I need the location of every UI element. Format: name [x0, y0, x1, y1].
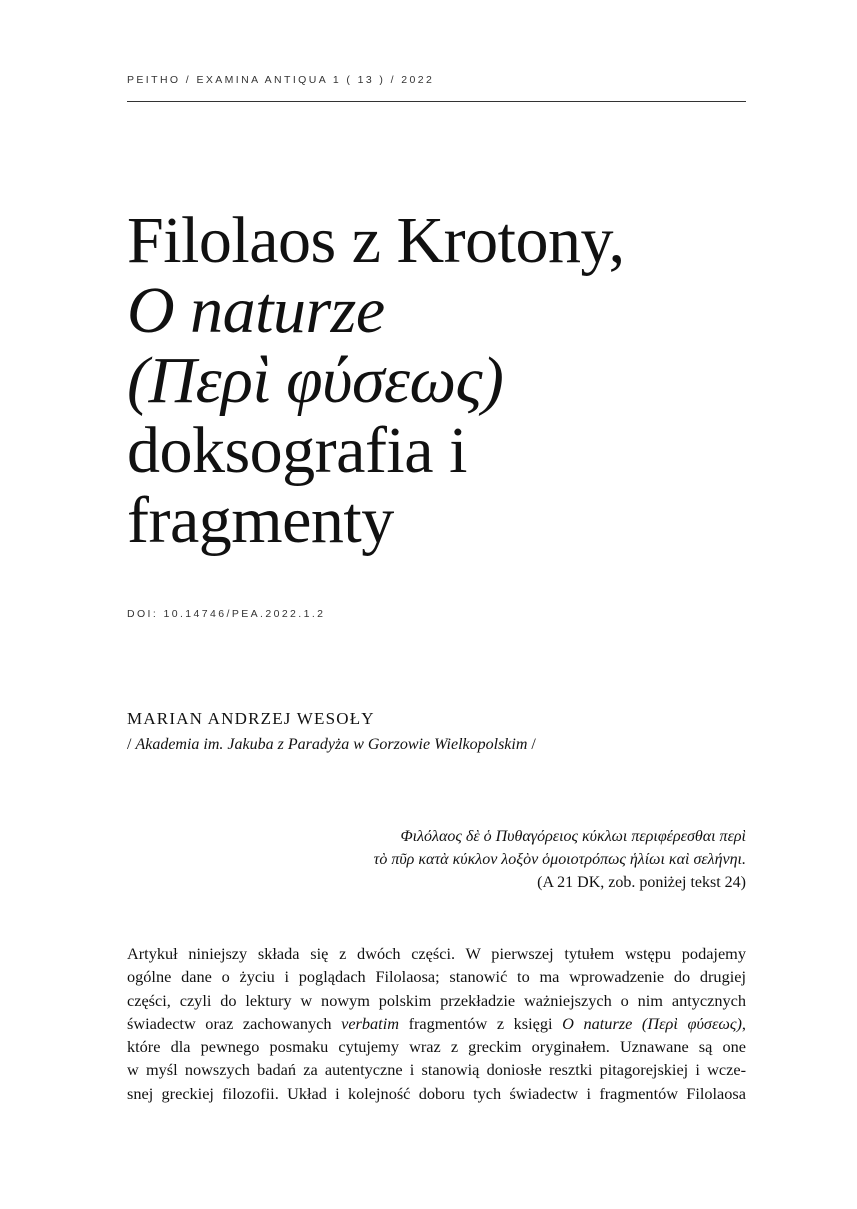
- title-line-5: fragmenty: [127, 484, 394, 557]
- epigraph-line-1: Φιλόλαος δὲ ὁ Πυθαγόρειος κύκλωι περιφέρεσθαι περὶ: [400, 828, 746, 845]
- running-header: PEITHO / EXAMINA ANTIQUA 1 ( 13 ) / 2022: [127, 74, 435, 86]
- abstract-line-5: które dla pewnego posmaku cytujemy wraz z greckim oryginałem. Uznawane są one: [127, 1037, 746, 1057]
- title-line-1: Filolaos z Krotony,: [127, 204, 625, 277]
- doi: DOI: 10.14746/PEA.2022.1.2: [127, 608, 326, 620]
- abstract-paragraph: [127, 942, 746, 1105]
- abstract-line-6: w myśl nowszych badań za autentyczne i stanowią doniosłe resztki pitagorejskiej i wcze-: [127, 1060, 746, 1080]
- abstract-line-4-c: fragmentów z księgi: [398, 1013, 563, 1033]
- article-title: [127, 206, 767, 556]
- epigraph-line-2: τὸ πῦρ κατὰ κύκλον λοξὸν ὁμοιοτρόπως ἡλίωι καὶ σελήνηι.: [373, 851, 746, 868]
- abstract-line-7: snej greckiej filozofii. Układ i kolejność doboru tych świadectw i fragmentów Filolaosa: [127, 1083, 746, 1103]
- abstract-line-4-e: ,: [741, 1013, 746, 1033]
- affiliation-open: /: [127, 736, 136, 753]
- header-rule: [127, 101, 746, 102]
- abstract-line-4-verbatim: verbatim: [341, 1013, 399, 1033]
- abstract-line-1: Artykuł niniejszy składa się z dwóch części. W pierwszej tytułem wstępu podajemy: [127, 944, 746, 963]
- author-affiliation: [127, 736, 536, 754]
- epigraph-source: (A 21 DK, zob. poniżej tekst 24): [537, 874, 746, 891]
- title-line-4: doksografia i: [127, 414, 467, 487]
- epigraph: [186, 825, 746, 894]
- abstract-line-3: części, czyli do lektury w nowym polskim przekładzie ważniejszych o nim antycznych: [127, 990, 746, 1010]
- affiliation-text: Akademia im. Jakuba z Paradyża w Gorzowie Wielkopolskim: [135, 736, 528, 753]
- title-line-3: (Περὶ φύσεως): [127, 344, 504, 417]
- abstract-line-4: [127, 1012, 746, 1035]
- title-line-2: O naturze: [127, 274, 385, 347]
- abstract-line-4-book-title: O naturze (Περὶ φύσεως): [562, 1013, 742, 1033]
- author-name: MARIAN ANDRZEJ WESOŁY: [127, 709, 375, 728]
- abstract-line-4-a: świadectw oraz zachowanych: [127, 1013, 342, 1033]
- affiliation-close: /: [527, 736, 536, 753]
- abstract-line-2: ogólne dane o życiu i poglądach Filolaosa; stanowić to ma wprowadzenie do drugiej: [127, 967, 746, 987]
